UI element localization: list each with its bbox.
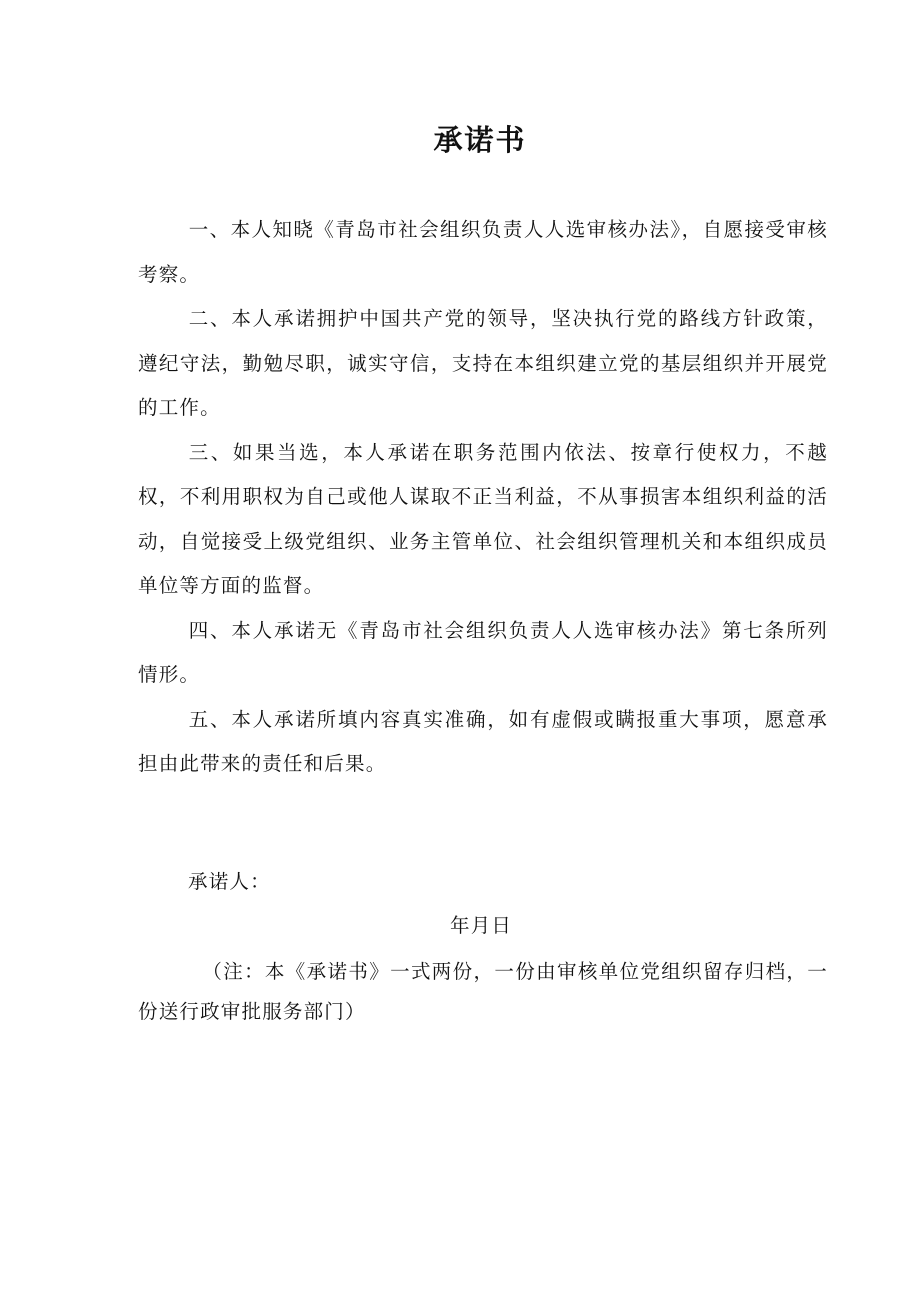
commitment-paragraph-5: 五、本人承诺所填内容真实准确，如有虚假或瞒报重大事项，愿意承担由此带来的责任和后果。 — [138, 707, 828, 775]
commitment-body — [138, 208, 828, 787]
footnote-text: （注：本《承诺书》一式两份，一份由审核单位党组织留存归档，一份送行政审批服务部门） — [138, 960, 828, 1023]
date-label: 年月日 — [450, 914, 513, 937]
commitment-paragraph-4: 四、本人承诺无《青岛市社会组织负责人人选审核办法》第七条所列情形。 — [138, 618, 828, 686]
signer-label: 承诺人： — [188, 870, 271, 893]
commitment-paragraph-1: 一、本人知晓《青岛市社会组织负责人人选审核办法》，自愿接受审核考察。 — [138, 218, 828, 286]
footnote — [138, 952, 828, 1032]
commitment-paragraph-3: 三、如果当选，本人承诺在职务范围内依法、按章行使权力，不越权，不利用职权为自己或他人谋取不正当利益，不从事损害本组织利益的活动，自觉接受上级党组织、业务主管单位、社会组织管理机关和本组织成员单位等方面的监督。 — [138, 440, 828, 597]
page-title: 承诺书 — [433, 123, 527, 157]
commitment-paragraph-2: 二、本人承诺拥护中国共产党的领导，坚决执行党的路线方针政策，遵纪守法，勤勉尽职，诚实守信，支持在本组织建立党的基层组织并开展党的工作。 — [138, 307, 828, 419]
